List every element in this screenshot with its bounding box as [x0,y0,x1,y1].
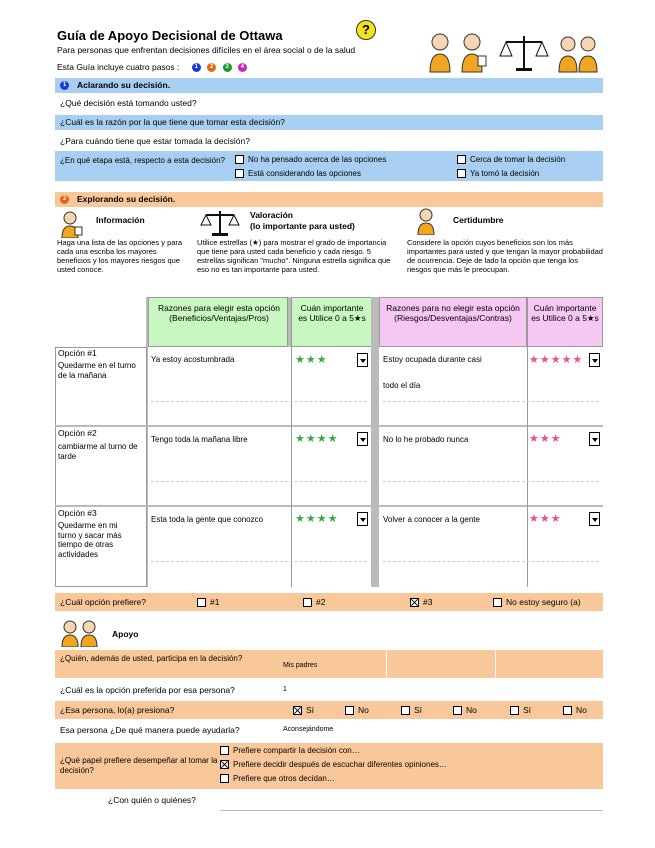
stage-checkbox-4[interactable] [457,169,466,178]
support-who-question: ¿Quién, además de usted, participa en la decisión? [60,654,243,663]
option-2-pro[interactable]: Tengo toda la mañana libre [151,435,248,444]
options-table [55,297,603,587]
option-1-con-line2[interactable]: todo el día [383,381,421,390]
support-people-icon [60,619,100,647]
option-2-name: Opción #2 [58,428,97,438]
support-preferred-row [55,681,603,699]
valuation-text: Utilice estrellas (★) para mostrar el grado de importancia que tiene para usted cada beneficio y cada riesgo. 5 estrellas significan "mucho". Ninguna estrella significa que eso no es tan importante para usted. [197,238,391,274]
stage-checkbox-3[interactable] [457,155,466,164]
option-2-con-stars: ★★★ [529,433,562,445]
support-preferred-question: ¿Cuál es la opción preferida por esa persona? [60,685,235,695]
certainty-person-icon [416,207,436,235]
information-person-icon [60,210,84,238]
pressure-yes-2[interactable]: Sí [401,701,422,719]
with-whom-answer-line[interactable] [220,810,603,811]
pressure-yes-1-checkbox[interactable] [293,706,302,715]
option-1-pro[interactable]: Ya estoy acostumbrada [151,355,235,364]
support-pressure-row [55,701,603,719]
option-3-pro-stars-dropdown[interactable] [357,512,368,526]
info-title: Información [96,215,145,225]
option-2-con[interactable]: No lo he probado nunca [383,435,469,444]
stage-option-2[interactable]: Está considerando las opciones [235,169,361,179]
page-subtitle: Para personas que enfrentan decisiones difíciles en el área social o de la salud [57,45,356,55]
question-decision[interactable]: ¿Qué decisión está tomando usted? [60,98,197,108]
prefer-option-3[interactable]: #3 [410,593,432,611]
certainty-text: Considere la opción cuyos beneficios son los más importantes para usted y que tengan la mayor probabilidad de ocurrencia. Deje de lado la opción que tenga los riesgos que más le preocupan. [407,238,603,274]
pressure-no-2[interactable]: No [453,701,477,719]
stage-option-1[interactable]: No ha pensado acerca de las opciones [235,155,386,165]
step-1-badge-small: 1 [60,81,69,90]
steps-line [57,62,247,72]
option-1-con-stars: ★★★★★ [529,354,584,366]
prefer-checkbox-1[interactable] [197,598,206,607]
option-1-desc: Quedarme en el turno de la mañana [58,361,136,380]
stage-checkbox-2[interactable] [235,169,244,178]
option-1-con-stars-dropdown[interactable] [589,353,600,367]
question-reason[interactable]: ¿Cuál es la razón por la que tiene que tomar esta decisión? [55,115,603,130]
option-1-pro-stars-dropdown[interactable] [357,353,368,367]
option-3-con[interactable]: Volver a conocer a la gente [383,515,480,524]
info-text: Haga una lista de las opciones y para cada una escriba los mayores beneficios y los mayores riesgos que usted conoce. [57,238,183,274]
role-listen-checkbox[interactable] [220,760,229,769]
support-help-row [55,721,603,739]
role-share-checkbox[interactable] [220,746,229,755]
col-header-importance-cons: Cuán importante es Utilice 0 a 5★s [531,303,599,323]
pressure-yes-2-checkbox[interactable] [401,706,410,715]
col-header-cons: Razones para no elegir esta opción (Riesgos/Desventajas/Contras) [386,303,520,323]
question-deadline[interactable]: ¿Para cuándo tiene que estar tomada la decisión? [60,136,250,146]
steps-label: Esta Guía incluye cuatro pasos : [57,62,180,72]
pressure-no-2-checkbox[interactable] [453,706,462,715]
role-others-checkbox[interactable] [220,774,229,783]
pressure-no-1-checkbox[interactable] [345,706,354,715]
role-option-others[interactable]: Prefiere que otros decidan… [220,774,335,784]
pressure-yes-3[interactable]: Sí [510,701,531,719]
scale-icon [500,36,548,71]
section-2-header: 2 Explorando su decisión. [55,192,603,207]
pressure-no-1[interactable]: No [345,701,369,719]
step-2-badge-small: 2 [60,195,69,204]
step-4-badge: 4 [238,63,247,72]
support-title: Apoyo [112,629,139,639]
step-2-badge: 2 [207,63,216,72]
option-1-pro-stars: ★★★ [295,354,328,366]
support-who-answer[interactable]: Mis padres [283,662,318,669]
role-row [55,743,603,789]
people-scale-illustration [428,30,608,74]
person-icon [430,34,450,72]
prefer-option-2[interactable]: #2 [303,593,325,611]
support-pressure-question: ¿Esa persona, lo(a) presiona? [60,705,175,715]
role-option-listen[interactable]: Prefiere decidir después de escuchar diferentes opiniones… [220,760,447,770]
option-1-name: Opción #1 [58,348,97,358]
prefer-option-unsure[interactable]: No estoy seguro (a) [493,593,581,611]
valuation-title: Valoración [250,210,293,220]
pressure-no-3-checkbox[interactable] [563,706,572,715]
role-question: ¿Qué papel prefiere desempeñar al tomar la decisión? [60,756,218,775]
option-3-con-stars: ★★★ [529,513,562,525]
page-title: Guía de Apoyo Decisional de Ottawa [57,28,283,43]
pressure-no-3[interactable]: No [563,701,587,719]
section-1-header: 1 Aclarando su decisión. [55,78,603,93]
prefer-checkbox-unsure[interactable] [493,598,502,607]
pressure-yes-1[interactable]: Sí [293,701,314,719]
option-2-con-stars-dropdown[interactable] [589,432,600,446]
option-2-pro-stars-dropdown[interactable] [357,432,368,446]
preferred-option-row [55,593,603,611]
stage-option-4[interactable]: Ya tomó la decisión [457,169,539,179]
stage-checkbox-1[interactable] [235,155,244,164]
option-2-pro-stars: ★★★★ [295,433,339,445]
scale-icon-small [198,208,242,236]
option-3-pro-stars: ★★★★ [295,513,339,525]
step-1-badge: 1 [192,63,201,72]
certainty-title: Certidumbre [453,215,504,225]
option-1-con[interactable]: Estoy ocupada durante casi [383,355,482,364]
help-icon[interactable]: ? [356,20,376,40]
prefer-checkbox-3-checked[interactable] [410,598,419,607]
step-3-badge: 3 [223,63,232,72]
support-help-answer[interactable]: Aconsejándome [283,726,334,733]
option-2-desc: cambiarme al turno de tarde [58,442,138,461]
prefer-checkbox-2[interactable] [303,598,312,607]
prefer-option-1[interactable]: #1 [197,593,219,611]
preferred-option-question: ¿Cuál opción prefiere? [60,597,146,607]
stage-option-3[interactable]: Cerca de tomar la decisión [457,155,565,165]
option-3-desc: Quedarme en mi turno y sacar más tiempo de otras actividades [58,521,122,559]
support-who-row [55,650,603,678]
question-stage [55,151,603,181]
support-help-question: Esa persona ¿De qué manera puede ayudarla? [60,725,240,735]
valuation-subtitle: (lo importante para usted) [250,221,355,231]
support-preferred-answer[interactable]: 1 [283,686,287,693]
stage-question-label: ¿En qué etapa está, respecto a esta decisión? [60,156,225,165]
role-option-share[interactable]: Prefiere compartir la decisión con… [220,746,360,756]
two-people-icon [559,37,597,72]
pressure-yes-3-checkbox[interactable] [510,706,519,715]
person-writing-icon [462,34,486,72]
with-whom-question: ¿Con quién o quiénes? [108,795,196,805]
option-3-con-stars-dropdown[interactable] [589,512,600,526]
col-header-pros: Razones para elegir esta opción (Beneficios/Ventajas/Pros) [158,303,280,323]
col-header-importance-pros: Cuán importante es Utilice 0 a 5★s [298,303,366,323]
option-3-name: Opción #3 [58,508,97,518]
option-3-pro[interactable]: Esta toda la gente que conozco [151,515,264,524]
